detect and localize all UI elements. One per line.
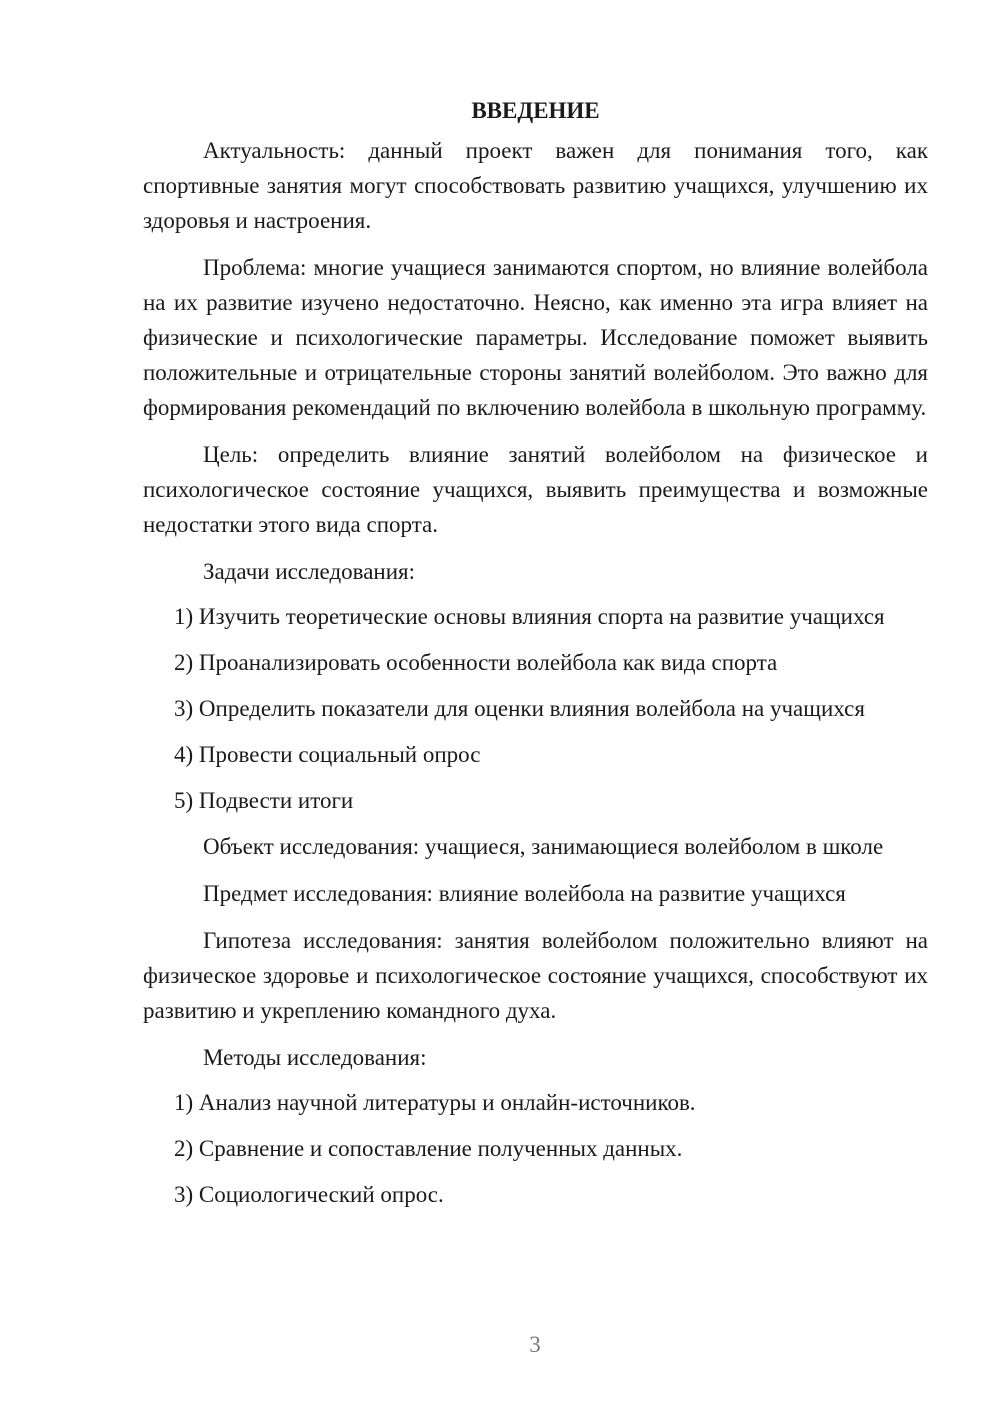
method-item: 2) Сравнение и сопоставление полученных данных. bbox=[174, 1136, 683, 1161]
paragraph-subject: Предмет исследования: влияние волейбола на развитие учащихся bbox=[203, 881, 846, 906]
section-title: ВВЕДЕНИЕ bbox=[471, 98, 600, 123]
paragraph-relevance: Актуальность: данный проект важен для понимания того, как спортивные занятия могут способствовать развитию учащихся, улучшению их здоровья и настроения. bbox=[143, 138, 928, 233]
tasks-heading: Задачи исследования: bbox=[203, 559, 416, 584]
methods-heading: Методы исследования: bbox=[203, 1045, 427, 1070]
paragraph-goal: Цель: определить влияние занятий волейболом на физическое и психологическое состояние учащихся, выявить преимущества и возможные недостатки этого вида спорта. bbox=[143, 442, 928, 537]
document-body bbox=[143, 93, 928, 1223]
paragraph-object: Объект исследования: учащиеся, занимающиеся волейболом в школе bbox=[203, 834, 884, 859]
page-number: 3 bbox=[529, 1332, 541, 1357]
method-item: 1) Анализ научной литературы и онлайн-источников. bbox=[174, 1090, 696, 1115]
task-item: 2) Проанализировать особенности волейбола как вида спорта bbox=[174, 650, 778, 675]
task-item: 3) Определить показатели для оценки влияния волейбола на учащихся bbox=[174, 696, 865, 721]
paragraph-hypothesis: Гипотеза исследования: занятия волейболом положительно влияют на физическое здоровье и психологическое состояние учащихся, способствуют их развитию и укреплению командного духа. bbox=[143, 928, 928, 1023]
method-item: 3) Социологический опрос. bbox=[174, 1182, 444, 1207]
task-item: 4) Провести социальный опрос bbox=[174, 742, 481, 767]
paragraph-problem: Проблема: многие учащиеся занимаются спортом, но влияние волейбола на их развитие изучено недостаточно. Неясно, как именно эта игра влияет на физические и психологические параметры. Исследование поможет выявить положительные и отрицательные стороны занятий волейболом. Это важно для формирования рекомендаций по включению волейбола в школьную программу. bbox=[143, 255, 928, 420]
task-item: 5) Подвести итоги bbox=[174, 788, 354, 813]
task-item: 1) Изучить теоретические основы влияния спорта на развитие учащихся bbox=[174, 604, 885, 629]
